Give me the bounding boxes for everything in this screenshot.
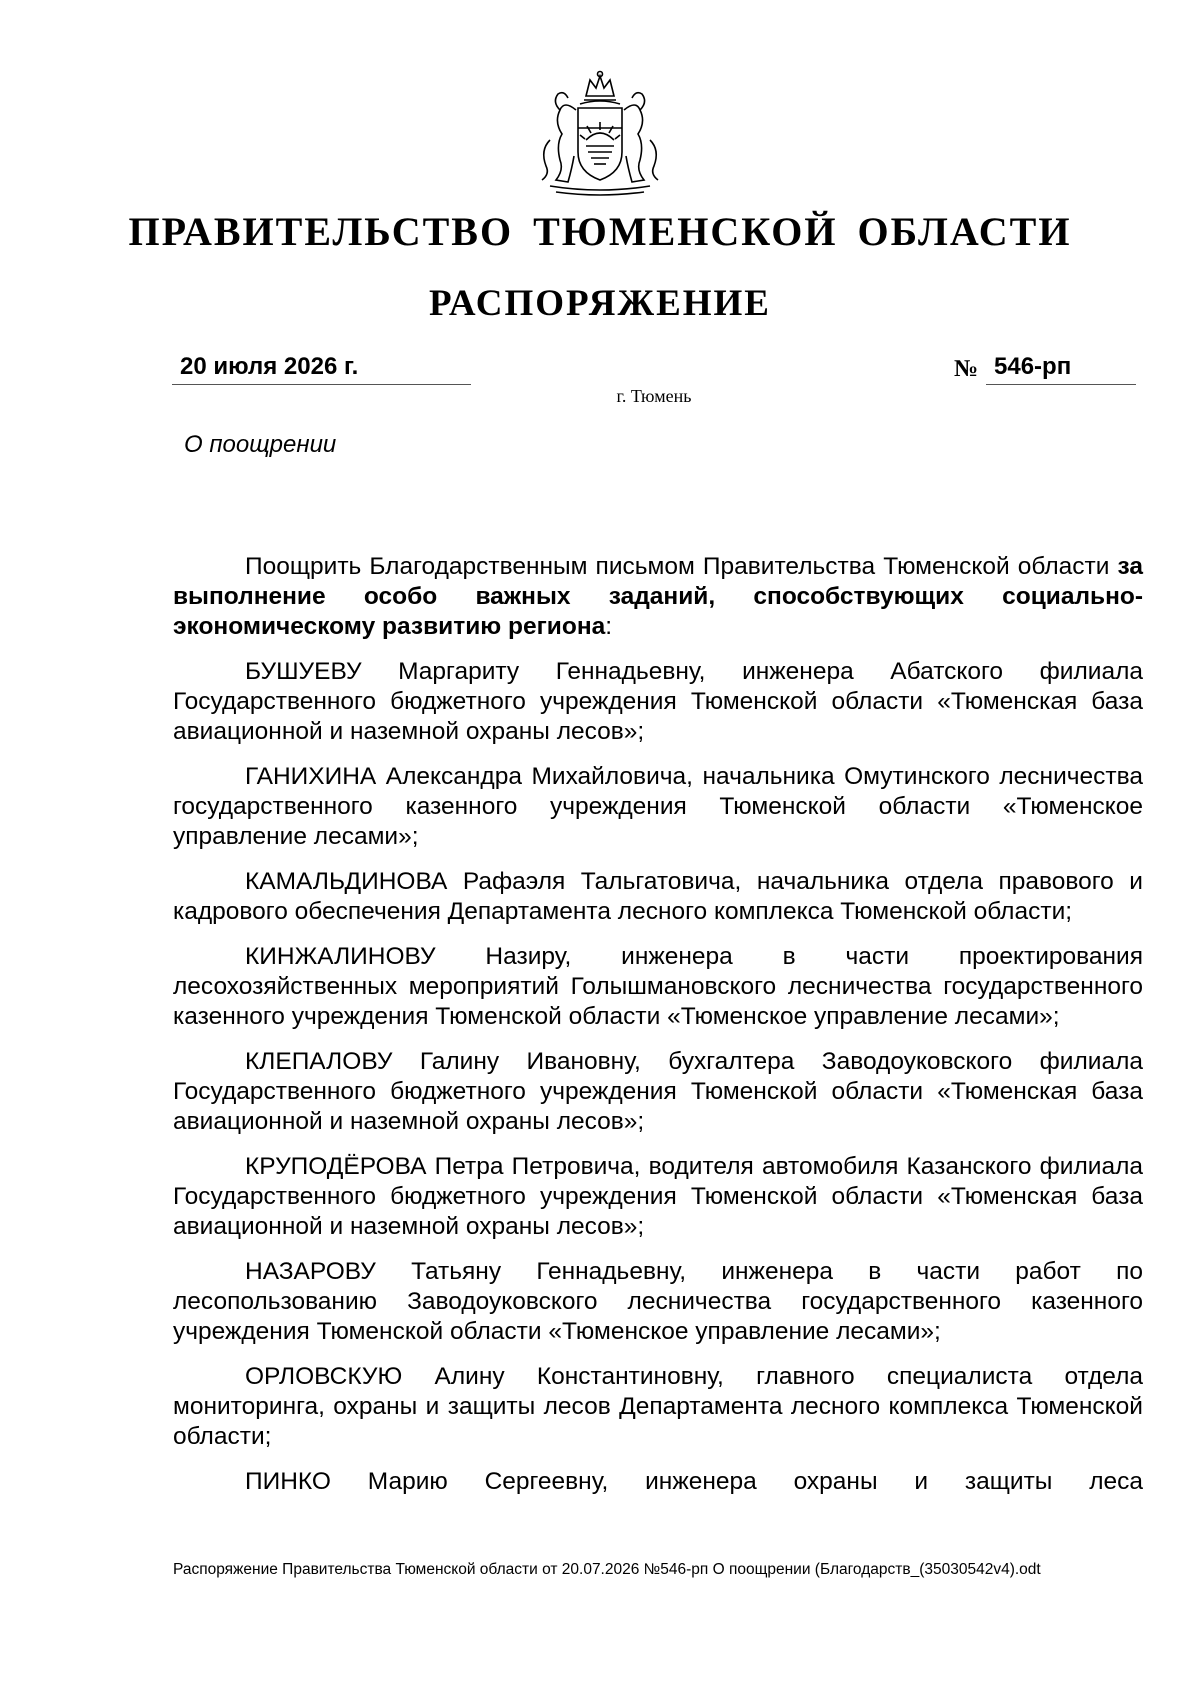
list-item: КРУПОДЁРОВА Петра Петровича, водителя автомобиля Казанского филиала Государственного бюджетного учреждения Тюменской области «Тюменская база авиационной и наземной охраны лесов»;	[173, 1153, 1143, 1240]
document-date: 20 июля 2026 г.	[172, 352, 471, 385]
page-footer: Распоряжение Правительства Тюменской области от 20.07.2026 №546-рп О поощрении (Благодарств_(35030542v4).odt	[173, 1561, 1041, 1578]
list-item: ПИНКО Марию Сергеевну, инженера охраны и защиты леса	[245, 1468, 1143, 1495]
document-type-title: РАСПОРЯЖЕНИЕ	[428, 283, 771, 324]
document-number: 546-рп	[986, 352, 1136, 385]
number-label: №	[954, 356, 979, 382]
list-item: ГАНИХИНА Александра Михайловича, начальника Омутинского лесничества государственного казенного учреждения Тюменской области «Тюменское управление лесами»;	[173, 763, 1143, 850]
city-label: г. Тюмень	[616, 386, 692, 406]
intro-paragraph: Поощрить Благодарственным письмом Правительства Тюменской области за выполнение особо важных заданий, способствующих социально-экономическому развитию региона:	[173, 553, 1143, 640]
list-item: ОРЛОВСКУЮ Алину Константиновну, главного специалиста отдела мониторинга, охраны и защиты лесов Департамента лесного комплекса Тюменской области;	[173, 1363, 1143, 1450]
intro-bold-reason: за выполнение особо важных заданий, способствующих социально-экономическому развитию региона	[173, 553, 1143, 640]
government-title: ПРАВИТЕЛЬСТВО ТЮМЕНСКОЙ ОБЛАСТИ	[128, 209, 1072, 254]
list-item: КАМАЛЬДИНОВА Рафаэля Тальгатовича, начальника отдела правового и кадрового обеспечения Департамента лесного комплекса Тюменской области;	[173, 868, 1143, 925]
coat-of-arms-emblem	[520, 70, 680, 200]
list-item: БУШУЕВУ Маргариту Геннадьевну, инженера Абатского филиала Государственного бюджетного учреждения Тюменской области «Тюменская база авиационной и наземной охраны лесов»;	[173, 658, 1143, 745]
document-subject: О поощрении	[184, 431, 337, 458]
list-item: КЛЕПАЛОВУ Галину Ивановну, бухгалтера Заводоуковского филиала Государственного бюджетного учреждения Тюменской области «Тюменская база авиационной и наземной охраны лесов»;	[173, 1048, 1143, 1135]
list-item: КИНЖАЛИНОВУ Назиру, инженера в части проектирования лесохозяйственных мероприятий Голышмановского лесничества государственного казенного учреждения Тюменской области «Тюменское управление лесами»;	[173, 943, 1143, 1030]
list-item: НАЗАРОВУ Татьяну Геннадьевну, инженера в части работ по лесопользованию Заводоуковского лесничества государственного казенного учреждения Тюменской области «Тюменское управление лесами»;	[173, 1258, 1143, 1345]
document-body	[173, 552, 1143, 1497]
